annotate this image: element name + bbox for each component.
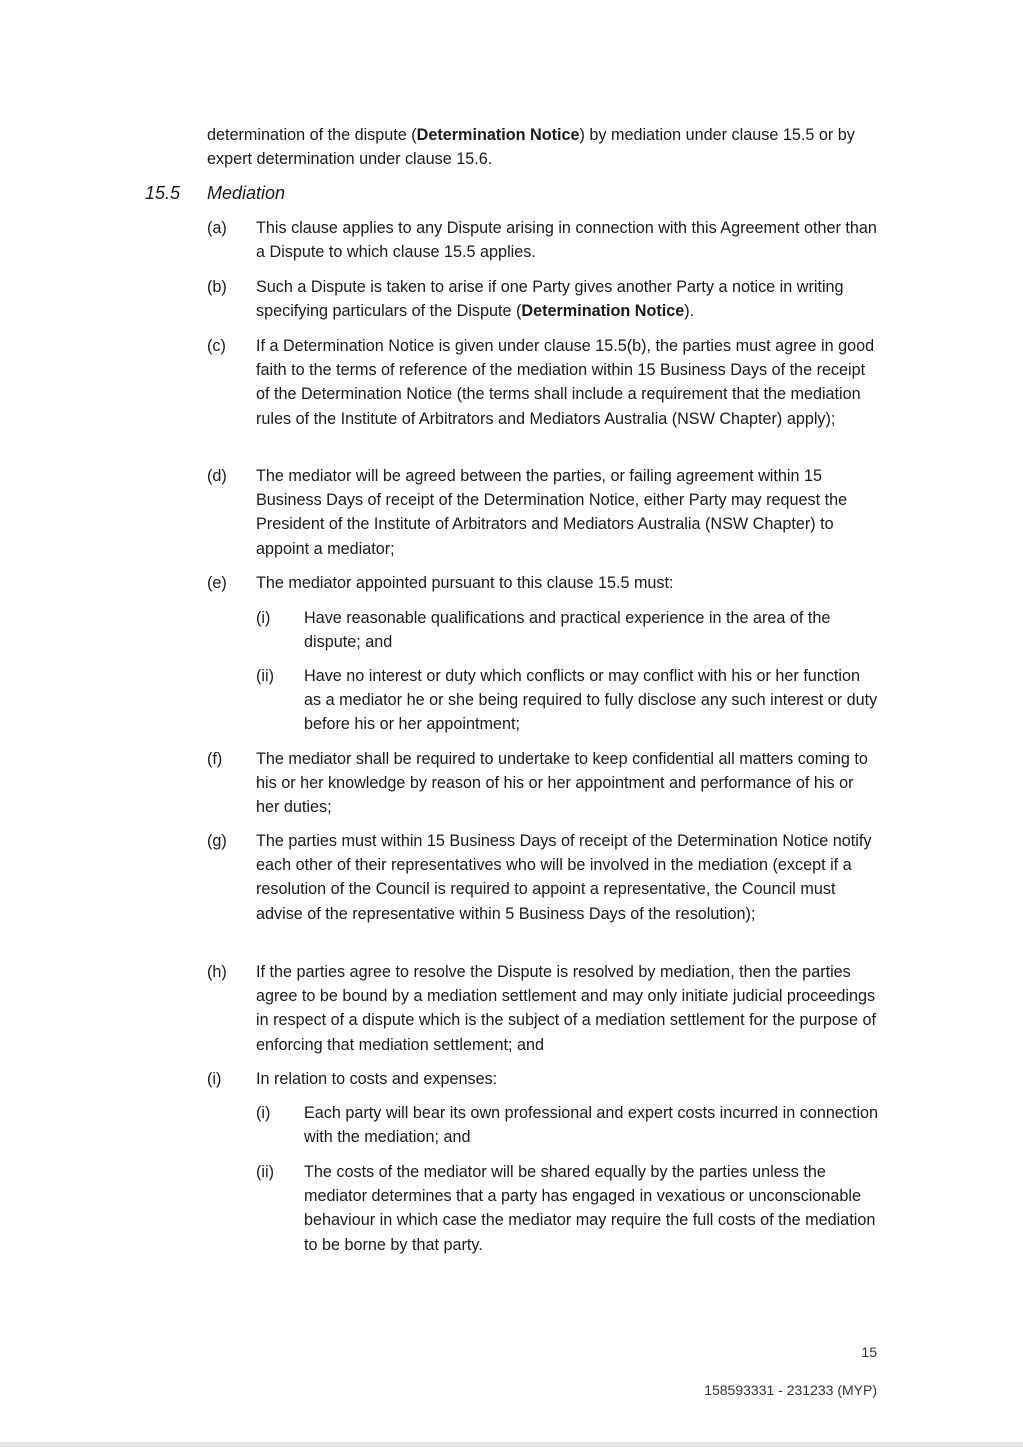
clause-i [207,1067,879,1091]
clause-text: In relation to costs and expenses: [256,1070,498,1088]
clause-label: (f) [207,750,223,768]
clause-text: This clause applies to any Dispute arising in connection with this Agreement other than a Dispute to which clause 15.5 applies. [256,219,877,262]
clause-label: (d) [207,467,227,485]
clause-text: The parties must within 15 Business Days of receipt of the Determination Notice notify each other of their representatives who will be involved in the mediation (except if a resolution of the Council is required to appoint a representative, the Council must advise of the representative within 5 Business Days of the resolution); [256,832,872,923]
clause-b-defined-term: Determination Notice [521,302,685,321]
clause-label: (b) [207,278,227,296]
subclause-text: Each party will bear its own professional and expert costs incurred in connection with the mediation; and [304,1104,879,1147]
clause-label: (g) [207,832,227,850]
page-number: 15 [861,1344,877,1360]
intro-text-post: ) by mediation under clause 15.5 or by expert determination under clause 15.6. [207,126,855,169]
page-bottom-edge [0,1442,1023,1447]
clause-e-ii [256,664,879,737]
clause-i-i [256,1101,879,1149]
section-heading [145,181,285,205]
intro-paragraph [207,123,879,171]
clause-b-text-pre: Such a Dispute is taken to arise if one Party gives another Party a notice in writing specifying particulars of the Dispute ( [256,278,844,321]
clause-text: If a Determination Notice is given under clause 15.5(b), the parties must agree in good faith to the terms of reference of the mediation within 15 Business Days of the receipt of the Determination Notice (the terms shall include a requirement that the mediation rules of the Institute of Arbitrators and Mediators Australia (NSW Chapter) apply); [256,337,875,428]
clause-h [207,960,879,1057]
clause-e [207,571,879,595]
clause-text: The mediator will be agreed between the parties, or failing agreement within 15 Business Days of receipt of the Determination Notice, either Party may request the President of the Institute of Arbitrators and Mediators Australia (NSW Chapter) to appoint a mediator; [256,467,848,558]
clause-d [207,464,879,561]
subclause-text: Have reasonable qualifications and practical experience in the area of the dispute; and [304,609,831,652]
clause-text: The mediator appointed pursuant to this clause 15.5 must: [256,574,674,592]
subclause-label: (i) [256,1104,271,1122]
clause-text: The mediator shall be required to undertake to keep confidential all matters coming to his or her knowledge by reason of his or her appointment and performance of his or her duties; [256,750,868,817]
clause-g [207,829,879,926]
clause-label: (e) [207,574,227,592]
clause-b [207,275,879,323]
section-number: 15.5 [145,183,181,203]
clause-label: (c) [207,337,226,355]
clause-c [207,334,879,431]
subclause-label: (ii) [256,667,274,685]
document-reference: 158593331 - 231233 (MYP) [704,1382,877,1398]
subclause-label: (i) [256,609,271,627]
intro-defined-term: Determination Notice [416,126,580,144]
clause-text [256,275,879,323]
subclause-text: The costs of the mediator will be shared equally by the parties unless the mediator determines that a party has engaged in vexatious or unconscionable behaviour in which case the mediator may require the full costs of the mediation to be borne by that party. [304,1163,876,1254]
clause-label: (h) [207,963,227,981]
intro-text-pre: determination of the dispute ( [207,126,417,144]
section-title: Mediation [207,183,286,203]
subclause-text: Have no interest or duty which conflicts or may conflict with his or her function as a mediator he or she being required to fully disclose any such interest or duty before his or her appointment; [304,667,878,734]
clause-f [207,747,879,820]
clause-text: If the parties agree to resolve the Dispute is resolved by mediation, then the parties agree to be bound by a mediation settlement and may only initiate judicial proceedings in respect of a dispute which is the subject of a mediation settlement for the purpose of enforcing that mediation settlement; and [256,963,876,1054]
clause-b-text-post: ). [684,302,695,321]
clause-i-ii [256,1160,879,1257]
subclause-label: (ii) [256,1163,274,1181]
clause-label: (i) [207,1070,222,1088]
clause-a [207,216,879,264]
clause-label: (a) [207,219,227,237]
clause-e-i [256,606,879,654]
